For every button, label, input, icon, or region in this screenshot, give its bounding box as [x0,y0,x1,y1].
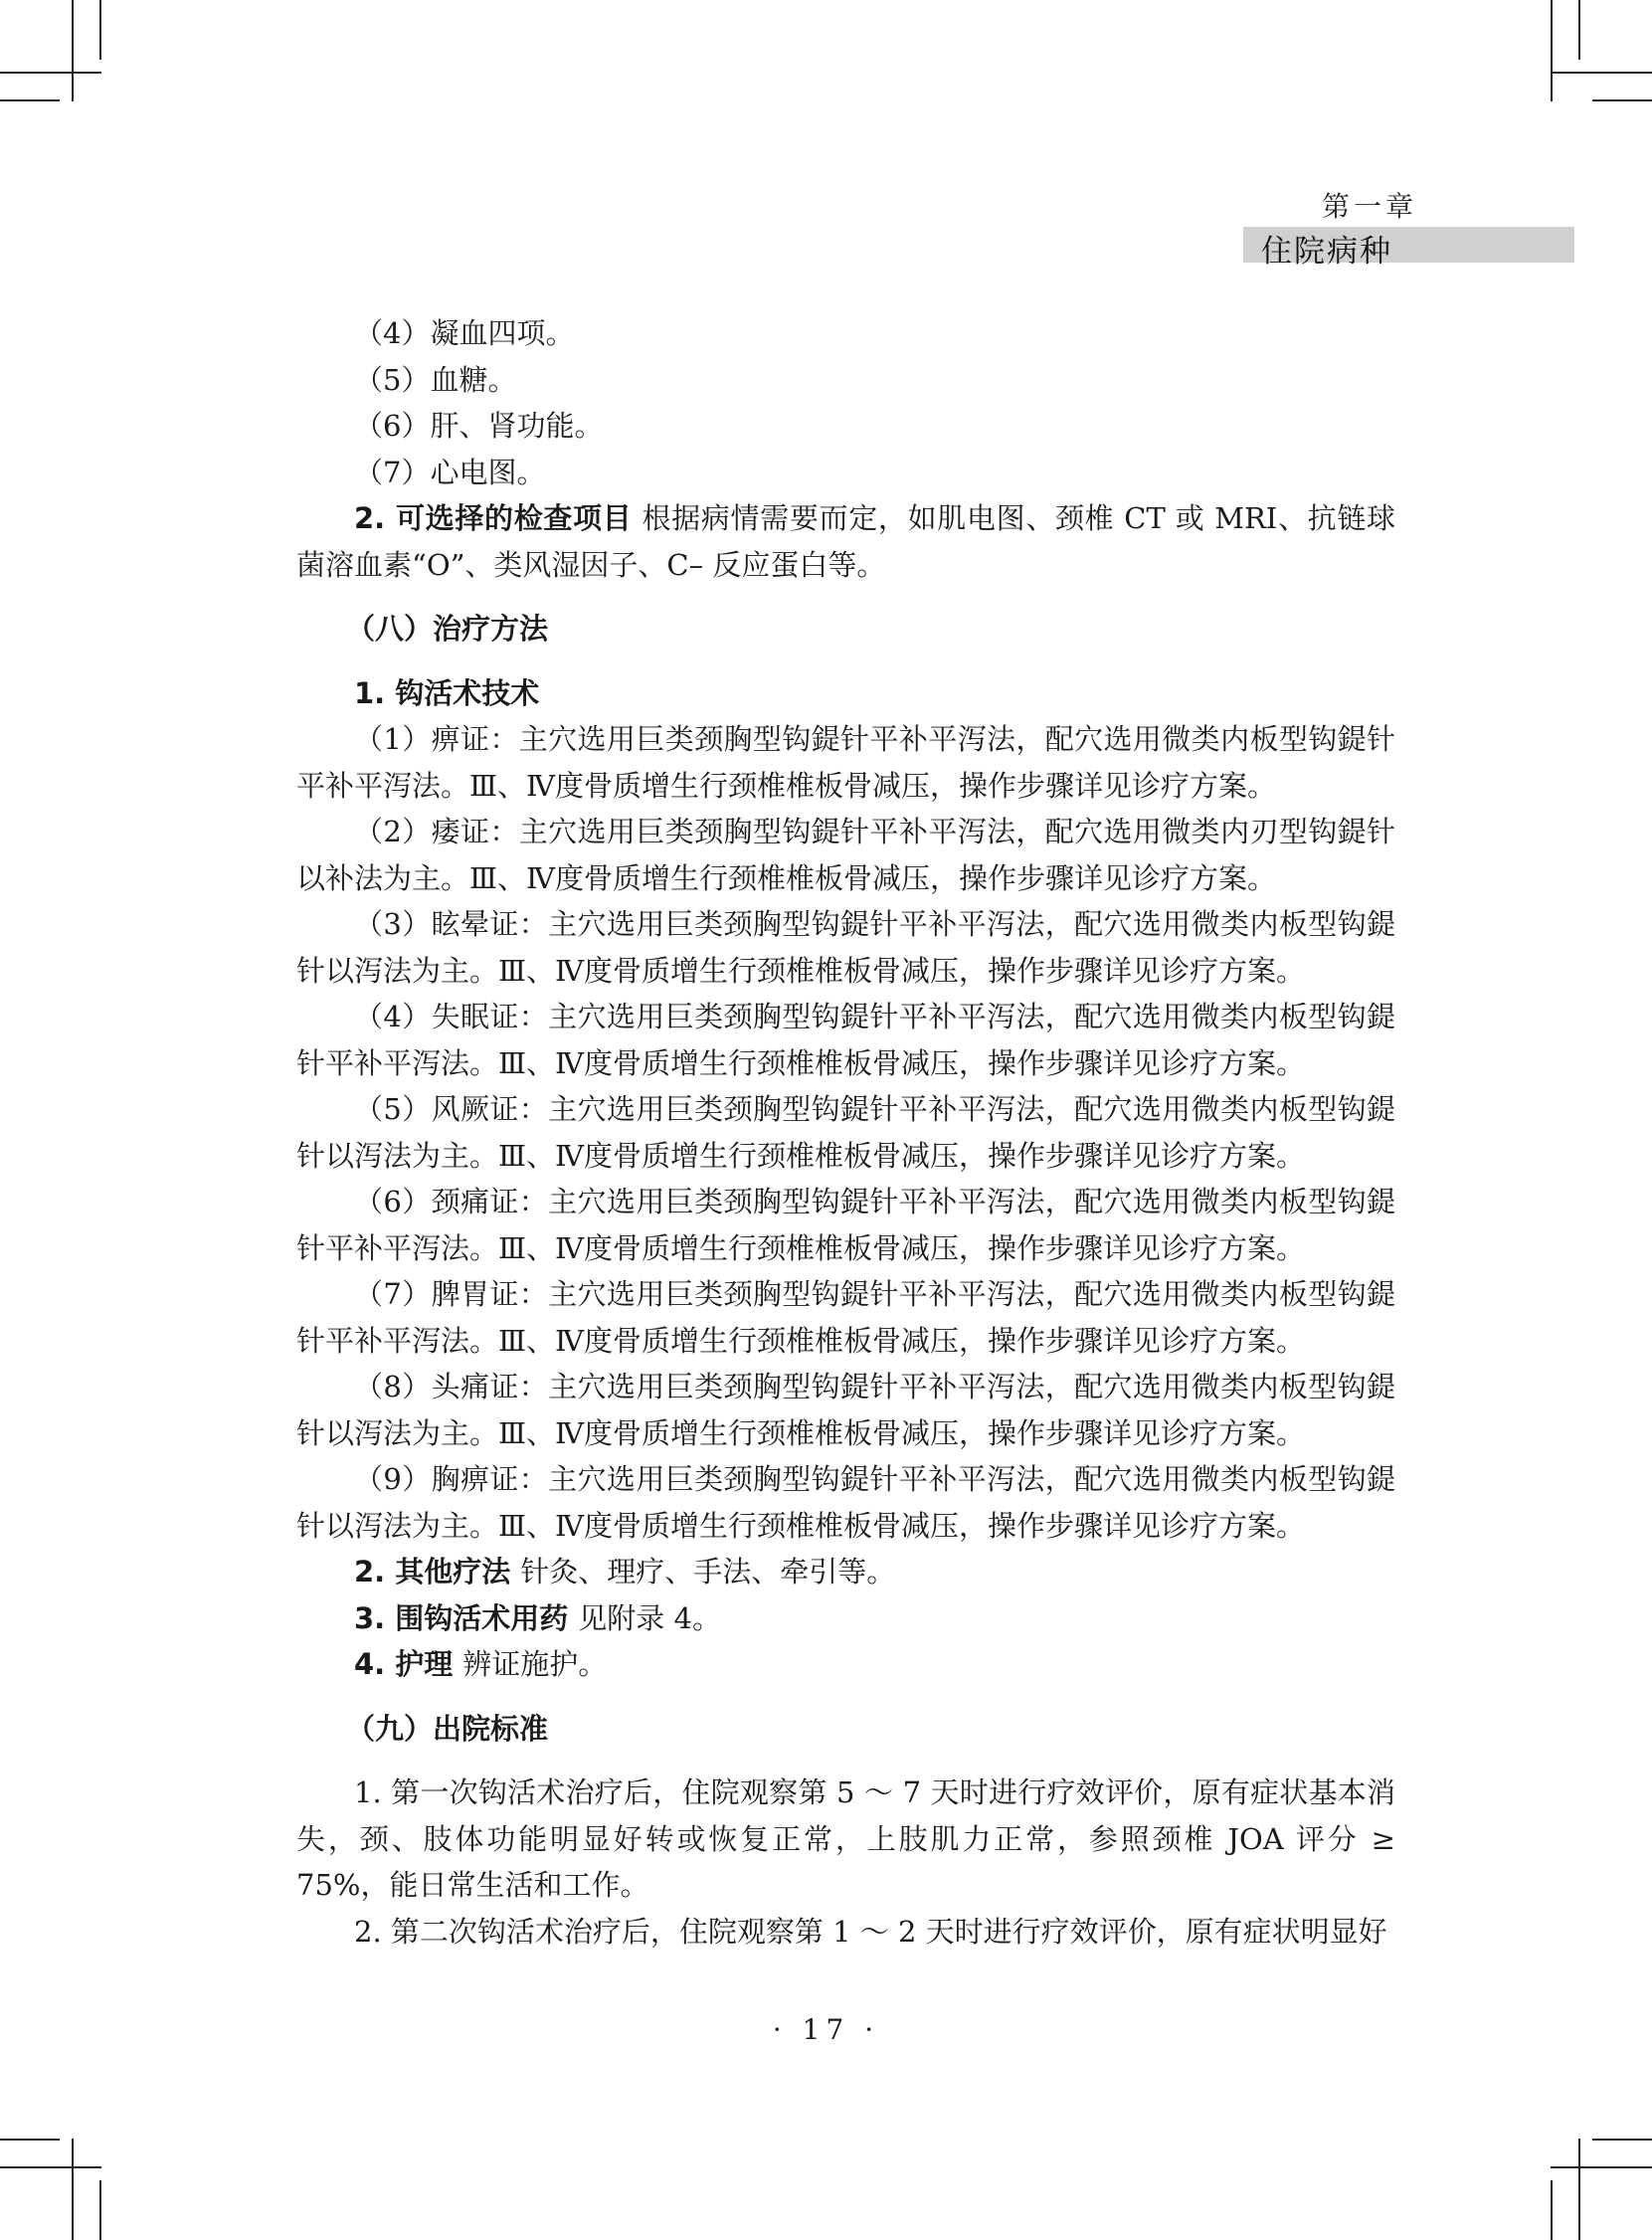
crop-mark-bl-h2 [0,2139,60,2141]
other-therapy-text: 针灸、理疗、手法、牵引等。 [520,1555,896,1588]
crop-mark-br-v [1578,2139,1580,2240]
crop-mark-tr-v [1551,0,1553,101]
crop-mark-tr-h2 [1592,99,1652,101]
section-heading-discharge: （九）出院标准 [346,1711,549,1746]
crop-mark-tl-h [0,72,101,74]
treatment-item: （9）胸痹证：主穴选用巨类颈胸型钩鍉针平补平泻法，配穴选用微类内板型钩鍉针以泻法为主。Ⅲ、Ⅳ度骨质增生行颈椎椎板骨减压，操作步骤详见诊疗方案。 [296,1462,1395,1543]
medication-paragraph [296,1595,1395,1642]
crop-mark-bl-v [72,2139,74,2240]
crop-mark-br-h [1551,2166,1652,2168]
exam-item: （4）凝血四项。 [354,316,575,350]
exam-item: （6）肝、肾功能。 [354,409,604,443]
exam-item: （5）血糖。 [354,362,517,397]
chapter-title: 住院病种 [1261,234,1392,270]
exam-item: （7）心电图。 [354,455,546,489]
treatment-item: （6）颈痛证：主穴选用巨类颈胸型钩鍉针平补平泻法，配穴选用微类内板型钩鍉针平补平泻法。Ⅲ、Ⅳ度骨质增生行颈椎椎板骨减压，操作步骤详见诊疗方案。 [296,1185,1395,1265]
page-number: · 17 · [772,2013,880,2046]
optional-exam-text: 根据病情需要而定，如肌电图、颈椎 CT 或 MRI、抗链球菌溶血素“O”、类风湿因子、C– 反应蛋白等。 [296,501,1395,582]
treatment-item: （8）头痛证：主穴选用巨类颈胸型钩鍉针平补平泻法，配穴选用微类内板型钩鍉针以泻法为主。Ⅲ、Ⅳ度骨质增生行颈椎椎板骨减压，操作步骤详见诊疗方案。 [296,1370,1395,1450]
discharge-item: 2. 第二次钩活术治疗后，住院观察第 1 ～ 2 天时进行疗效评价，原有症状明显好 [354,1914,1387,1949]
page-content [296,310,1395,1955]
crop-mark-br-h2 [1592,2139,1652,2141]
treatment-item: （3）眩晕证：主穴选用巨类颈胸型钩鍉针平补平泻法，配穴选用微类内板型钩鍉针以泻法为主。Ⅲ、Ⅳ度骨质增生行颈椎椎板骨减压，操作步骤详见诊疗方案。 [296,907,1395,988]
medication-text: 见附录 4。 [578,1600,721,1635]
treatment-item: （7）脾胃证：主穴选用巨类颈胸型钩鍉针平补平泻法，配穴选用微类内板型钩鍉针平补平泻法。Ⅲ、Ⅳ度骨质增生行颈椎椎板骨减压，操作步骤详见诊疗方案。 [296,1277,1395,1358]
chapter-label: 第一章 [1321,190,1417,223]
other-therapy-heading: 2. 其他疗法 [354,1555,511,1588]
treatment-item: （4）失眠证：主穴选用巨类颈胸型钩鍉针平补平泻法，配穴选用微类内板型钩鍉针平补平泻法。Ⅲ、Ⅳ度骨质增生行颈椎椎板骨减压，操作步骤详见诊疗方案。 [296,1000,1395,1080]
crop-mark-tr-h [1551,72,1652,74]
treatment-item: （5）风厥证：主穴选用巨类颈胸型钩鍉针平补平泻法，配穴选用微类内板型钩鍉针以泻法为主。Ⅲ、Ⅳ度骨质增生行颈椎椎板骨减压，操作步骤详见诊疗方案。 [296,1092,1395,1173]
medication-heading: 3. 围钩活术用药 [354,1600,569,1635]
optional-exam-heading: 2. 可选择的检查项目 [354,501,633,535]
nursing-text: 辨证施护。 [462,1647,608,1681]
nursing-paragraph [296,1641,1395,1688]
nursing-heading: 4. 护理 [354,1647,454,1681]
crop-mark-br-v2 [1551,2180,1553,2240]
subsection-heading-hook-technique: 1. 钩活术技术 [354,675,540,710]
treatment-item: （2）痿证：主穴选用巨类颈胸型钩鍉针平补平泻法，配穴选用微类内刃型钩鍉针以补法为主。Ⅲ、Ⅳ度骨质增生行颈椎椎板骨减压，操作步骤详见诊疗方案。 [296,815,1395,895]
crop-mark-bl-v2 [99,2180,101,2240]
other-therapy-paragraph [296,1549,1395,1595]
crop-mark-tl-v2 [99,0,101,60]
section-heading-treatment: （八）治疗方法 [346,612,549,646]
crop-mark-tl-v [72,0,74,101]
crop-mark-bl-h [0,2166,101,2168]
treatment-item: （1）痹证：主穴选用巨类颈胸型钩鍉针平补平泻法，配穴选用微类内板型钩鍉针平补平泻法。Ⅲ、Ⅳ度骨质增生行颈椎椎板骨减压，操作步骤详见诊疗方案。 [296,722,1395,803]
crop-mark-tr-v2 [1578,0,1580,60]
optional-exam-paragraph [296,495,1395,588]
crop-mark-tl-h2 [0,99,60,101]
discharge-item: 1. 第一次钩活术治疗后，住院观察第 5 ～ 7 天时进行疗效评价，原有症状基本消失，颈、肢体功能明显好转或恢复正常，上肢肌力正常，参照颈椎 JOA 评分 ≥ 75%，能日常生活和工作。 [296,1775,1395,1902]
